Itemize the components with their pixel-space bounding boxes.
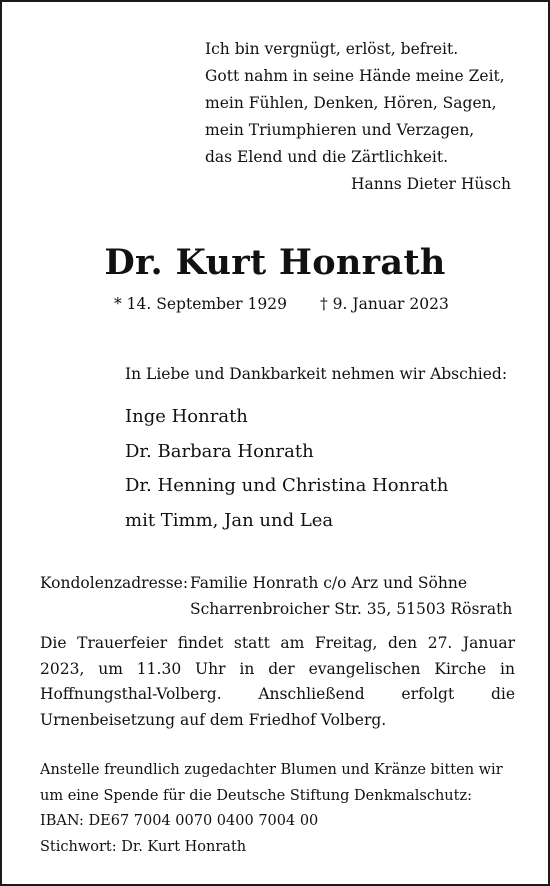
poem-line: Ich bin vergnügt, erlöst, befreit. [205, 40, 459, 58]
donation-line: um eine Spende für die Deutsche Stiftung Denkmalschutz: [40, 787, 472, 804]
condolence-address [40, 570, 512, 622]
poem-line: mein Fühlen, Denken, Hören, Sagen, [205, 94, 497, 112]
donation-keyword: Stichwort: Dr. Kurt Honrath [40, 838, 247, 855]
mourner-list [125, 400, 448, 538]
condolence-row [40, 570, 512, 596]
poem-line: das Elend und die Zärtlichkeit. [205, 148, 449, 166]
mourner-name: Inge Honrath [125, 406, 248, 427]
condolence-label: Kondolenzadresse: [40, 574, 189, 592]
mourner-name: Dr. Barbara Honrath [125, 440, 314, 462]
poem-author: Hanns Dieter Hüsch [350, 175, 511, 193]
death-date: † 9. Januar 2023 [320, 295, 449, 313]
poem-line: mein Triumphieren und Verzagen, [205, 121, 475, 139]
poem-line: Gott nahm in seine Hände meine Zeit, [205, 67, 505, 85]
donation-request [40, 758, 503, 860]
condolence-line-1: Familie Honrath c/o Arz und Söhne [190, 574, 467, 592]
deceased-name: Dr. Kurt Honrath [104, 242, 446, 283]
donation-line: Anstelle freundlich zugedachter Blumen und Kränze bitten wir [40, 762, 503, 778]
ceremony-paragraph: Die Trauerfeier findet statt am Freitag, den 27. Januar 2023, um 11.30 Uhr in der evangelischen Kirche in Hoffnungsthal-Volberg. Anschließend erfolgt die Urnenbeisetzung auf dem Friedhof Volberg. [40, 634, 515, 729]
donation-iban: IBAN: DE67 7004 0070 0400 7004 00 [40, 813, 319, 829]
poem [205, 36, 505, 171]
condolence-line-2: Scharrenbroicher Str. 35, 51503 Rösrath [190, 600, 513, 618]
farewell-intro: In Liebe und Dankbarkeit nehmen wir Abschied: [125, 365, 508, 383]
mourner-name: mit Timm, Jan und Lea [125, 509, 334, 531]
birth-date: * 14. September 1929 [114, 295, 287, 313]
mourner-name: Dr. Henning und Christina Honrath [125, 475, 449, 496]
